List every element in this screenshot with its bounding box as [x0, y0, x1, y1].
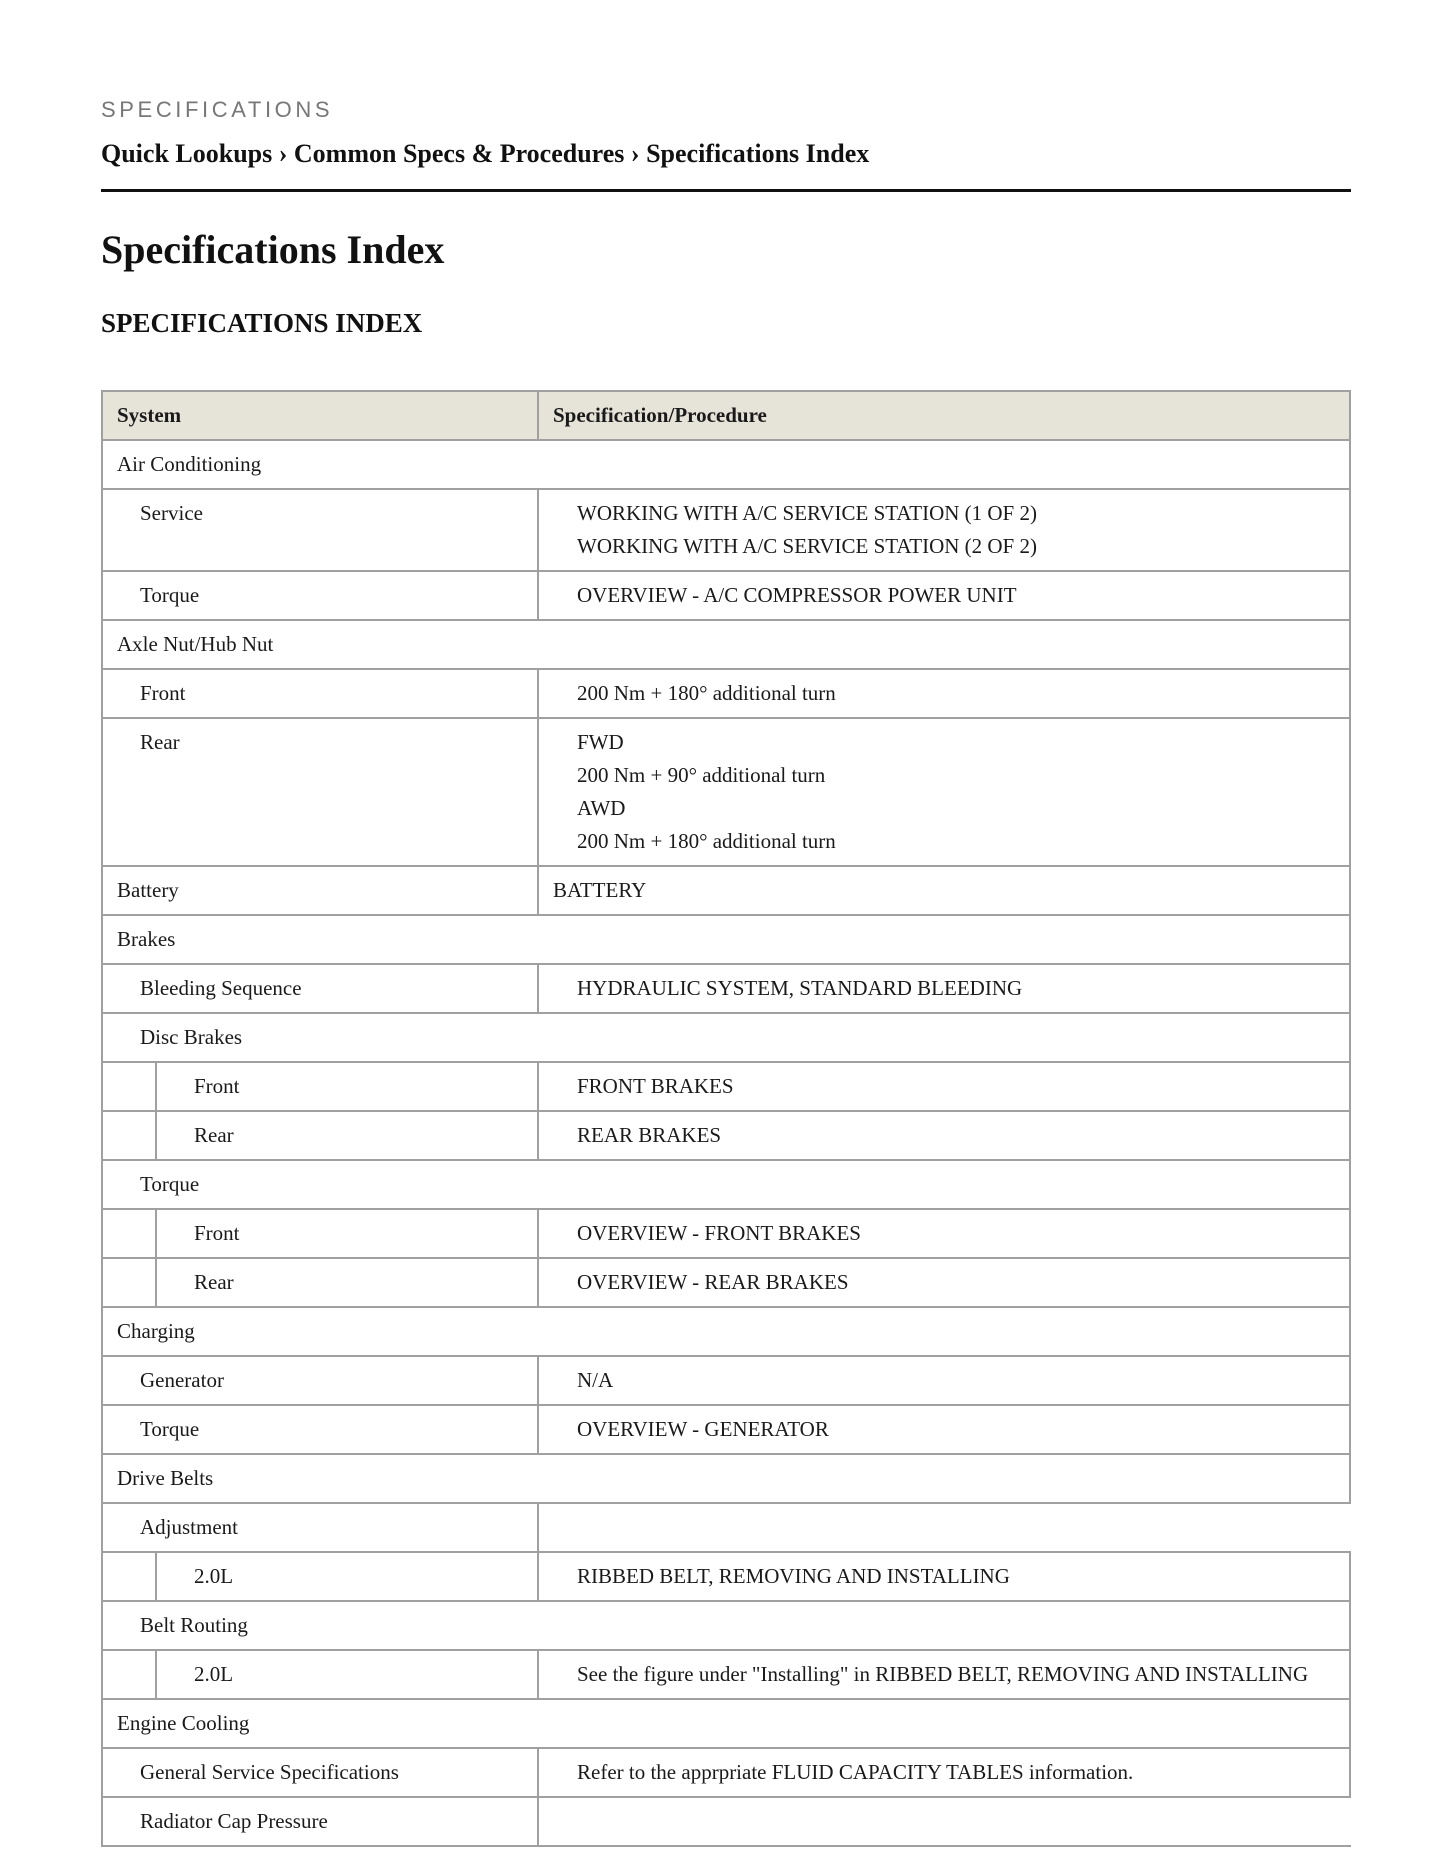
spec-cell — [539, 572, 1349, 619]
spec-cell — [539, 1112, 1349, 1159]
indent-gutter — [103, 1259, 157, 1306]
system-label: Rear — [194, 1123, 234, 1147]
section-eyebrow: SPECIFICATIONS — [101, 97, 334, 122]
system-cell: Bleeding Sequence — [103, 965, 539, 1012]
table-row — [101, 1651, 1351, 1700]
spec-cell — [539, 1749, 1349, 1796]
spec-cell — [539, 1210, 1349, 1257]
column-header-system: System — [103, 392, 539, 439]
group-label: Torque — [140, 1172, 200, 1196]
table-row — [101, 572, 1351, 621]
indent-gutter — [103, 1112, 157, 1159]
system-label: 2.0L — [194, 1564, 234, 1588]
spec-line: WORKING WITH A/C SERVICE STATION (2 OF 2) — [577, 534, 1037, 558]
indent-gutter — [103, 1553, 157, 1600]
column-header-spec: Specification/Procedure — [553, 403, 767, 427]
table-row — [101, 1504, 1351, 1553]
spec-line: Refer to the apprpriate FLUID CAPACITY TABLES information. — [577, 1760, 1134, 1784]
spec-cell — [539, 1553, 1349, 1600]
group-label: Disc Brakes — [140, 1025, 243, 1049]
table-row — [101, 1357, 1351, 1406]
spec-cell — [539, 867, 1349, 914]
spec-cell — [539, 1406, 1349, 1453]
spec-line: FWD — [577, 730, 624, 754]
table-group-row — [101, 1700, 1351, 1749]
spec-cell — [539, 1259, 1349, 1306]
table-row — [101, 867, 1351, 916]
system-cell: Adjustment — [103, 1504, 539, 1551]
group-label: Belt Routing — [140, 1613, 248, 1637]
system-label: Rear — [194, 1270, 234, 1294]
spec-cell — [539, 719, 1349, 865]
table-row — [101, 1798, 1351, 1847]
table-row — [101, 490, 1351, 572]
spec-line: OVERVIEW - GENERATOR — [577, 1417, 829, 1441]
system-cell: Service — [103, 490, 539, 570]
spec-cell — [539, 1651, 1349, 1698]
table-group-row — [101, 621, 1351, 670]
group-label: Axle Nut/Hub Nut — [117, 632, 274, 656]
spec-cell — [539, 1357, 1349, 1404]
spec-line: RIBBED BELT, REMOVING AND INSTALLING — [577, 1564, 1010, 1588]
group-label: Brakes — [117, 927, 176, 951]
spec-cell — [539, 1798, 1351, 1845]
spec-line: 200 Nm + 90° additional turn — [577, 763, 826, 787]
spec-line: WORKING WITH A/C SERVICE STATION (1 OF 2) — [577, 501, 1037, 525]
spec-line: HYDRAULIC SYSTEM, STANDARD BLEEDING — [577, 976, 1023, 1000]
header-divider — [101, 189, 1351, 192]
table-group-row — [101, 916, 1351, 965]
group-label: Engine Cooling — [117, 1711, 250, 1735]
system-cell: Rear — [103, 719, 539, 865]
table-group-row — [101, 1308, 1351, 1357]
table-row — [101, 1553, 1351, 1602]
system-cell — [103, 1210, 539, 1257]
indent-gutter — [103, 1063, 157, 1110]
spec-line: OVERVIEW - REAR BRAKES — [577, 1270, 849, 1294]
table-row — [101, 1259, 1351, 1308]
system-label: 2.0L — [194, 1662, 234, 1686]
system-cell — [103, 1553, 539, 1600]
indent-gutter — [103, 1210, 157, 1257]
spec-line: REAR BRAKES — [577, 1123, 722, 1147]
spec-cell — [539, 670, 1349, 717]
table-row — [101, 1063, 1351, 1112]
table-row — [101, 1749, 1351, 1798]
table-group-row — [101, 441, 1351, 490]
system-label: Front — [194, 1074, 240, 1098]
breadcrumb: Quick Lookups › Common Specs & Procedures › Specifications Index — [101, 139, 870, 168]
group-label: Drive Belts — [117, 1466, 214, 1490]
spec-cell — [539, 490, 1349, 570]
spec-cell — [539, 1504, 1351, 1551]
table-group-row — [101, 1455, 1351, 1504]
system-cell: Front — [103, 670, 539, 717]
system-cell — [103, 1651, 539, 1698]
system-cell — [103, 1112, 539, 1159]
spec-line: 200 Nm + 180° additional turn — [577, 829, 836, 853]
table-row — [101, 1210, 1351, 1259]
table-row — [101, 1112, 1351, 1161]
spec-line: BATTERY — [553, 878, 647, 902]
specifications-table — [101, 390, 1351, 1847]
spec-line: FRONT BRAKES — [577, 1074, 734, 1098]
spec-cell — [539, 965, 1349, 1012]
section-title: SPECIFICATIONS INDEX — [101, 308, 423, 338]
group-label: Charging — [117, 1319, 195, 1343]
table-row — [101, 719, 1351, 867]
system-cell — [103, 1259, 539, 1306]
table-group-row — [101, 1602, 1351, 1651]
spec-cell — [539, 1063, 1349, 1110]
spec-line: See the figure under "Installing" in RIBBED BELT, REMOVING AND INSTALLING — [577, 1662, 1309, 1686]
table-row — [101, 1406, 1351, 1455]
table-group-row — [101, 1161, 1351, 1210]
page-title: Specifications Index — [101, 227, 445, 272]
spec-line: OVERVIEW - FRONT BRAKES — [577, 1221, 861, 1245]
spec-line: OVERVIEW - A/C COMPRESSOR POWER UNIT — [577, 583, 1017, 607]
spec-line: 200 Nm + 180° additional turn — [577, 681, 836, 705]
system-cell: Generator — [103, 1357, 539, 1404]
system-cell — [103, 1063, 539, 1110]
system-cell: Torque — [103, 572, 539, 619]
table-row — [101, 965, 1351, 1014]
table-group-row — [101, 1014, 1351, 1063]
system-cell: Radiator Cap Pressure — [103, 1798, 539, 1845]
spec-line: N/A — [577, 1368, 614, 1392]
system-cell: General Service Specifications — [103, 1749, 539, 1796]
system-cell: Torque — [103, 1406, 539, 1453]
spec-line: AWD — [577, 796, 626, 820]
system-label: Front — [194, 1221, 240, 1245]
table-header-row — [101, 390, 1351, 441]
group-label: Air Conditioning — [117, 452, 262, 476]
indent-gutter — [103, 1651, 157, 1698]
table-row — [101, 670, 1351, 719]
system-cell: Battery — [103, 867, 539, 914]
